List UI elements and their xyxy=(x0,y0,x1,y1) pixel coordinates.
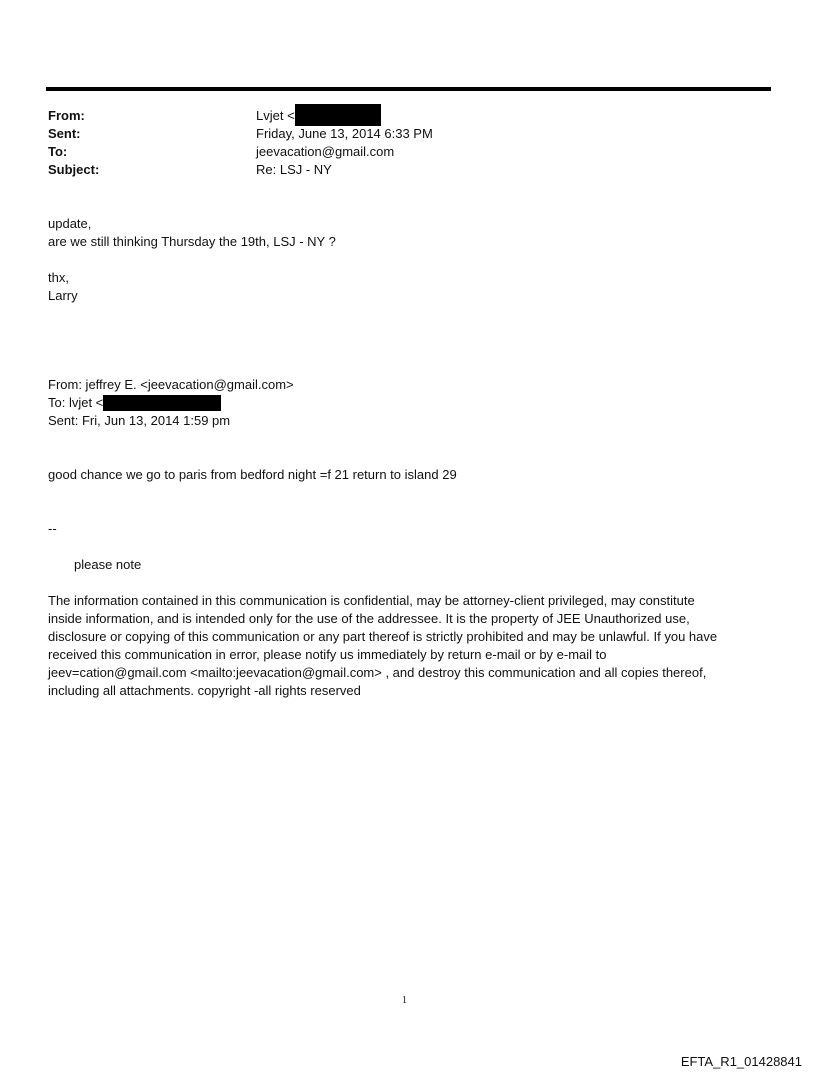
reply-line-1: update, xyxy=(48,216,92,231)
disclaimer-line: including all attachments. copyright -all rights reserved xyxy=(48,683,361,698)
from-value-text: Lvjet < xyxy=(256,108,295,123)
quoted-sent-line: Sent: Fri, Jun 13, 2014 1:59 pm xyxy=(48,413,231,428)
signoff-line-1: thx, xyxy=(48,270,69,285)
sent-value: Friday, June 13, 2014 6:33 PM xyxy=(256,126,433,141)
subject-label: Subject: xyxy=(48,162,100,177)
disclaimer-line: received this communication in error, please notify us immediately by return e-mail or by e-mail to xyxy=(48,647,607,662)
bates-id: EFTA_R1_01428841 xyxy=(680,1054,802,1069)
to-value: jeevacation@gmail.com xyxy=(256,144,395,159)
disclaimer-line: jeev=cation@gmail.com <mailto:jeevacation@gmail.com> , and destroy this communication and all copies thereof, xyxy=(48,665,707,680)
disclaimer-line: The information contained in this communication is confidential, may be attorney-client privileged, may constitute xyxy=(48,593,695,608)
quoted-to-line xyxy=(48,394,221,412)
reply-line-2: are we still thinking Thursday the 19th, LSJ - NY ? xyxy=(48,234,336,249)
signature-separator: -- xyxy=(48,521,57,536)
please-note: please note xyxy=(74,557,142,572)
page-number: 1 xyxy=(402,995,407,1006)
signoff-line-2: Larry xyxy=(48,288,78,303)
to-label: To: xyxy=(48,144,68,159)
from-value xyxy=(256,107,381,126)
header-rule xyxy=(46,87,771,91)
disclaimer-line: inside information, and is intended only for the use of the addressee. It is the property of JEE Unauthorized use, xyxy=(48,611,690,626)
redaction-box xyxy=(103,395,221,411)
quoted-body: good chance we go to paris from bedford night =f 21 return to island 29 xyxy=(48,467,457,482)
disclaimer xyxy=(48,592,760,700)
quoted-to-text: To: lvjet < xyxy=(48,395,104,410)
sent-label: Sent: xyxy=(48,126,81,141)
redaction-box xyxy=(295,104,381,126)
quoted-from-line: From: jeffrey E. <jeevacation@gmail.com> xyxy=(48,377,294,392)
from-label: From: xyxy=(48,108,85,123)
subject-value: Re: LSJ - NY xyxy=(256,162,332,177)
disclaimer-line: disclosure or copying of this communication or any part thereof is strictly prohibited and may be unlawful. If you have xyxy=(48,629,718,644)
